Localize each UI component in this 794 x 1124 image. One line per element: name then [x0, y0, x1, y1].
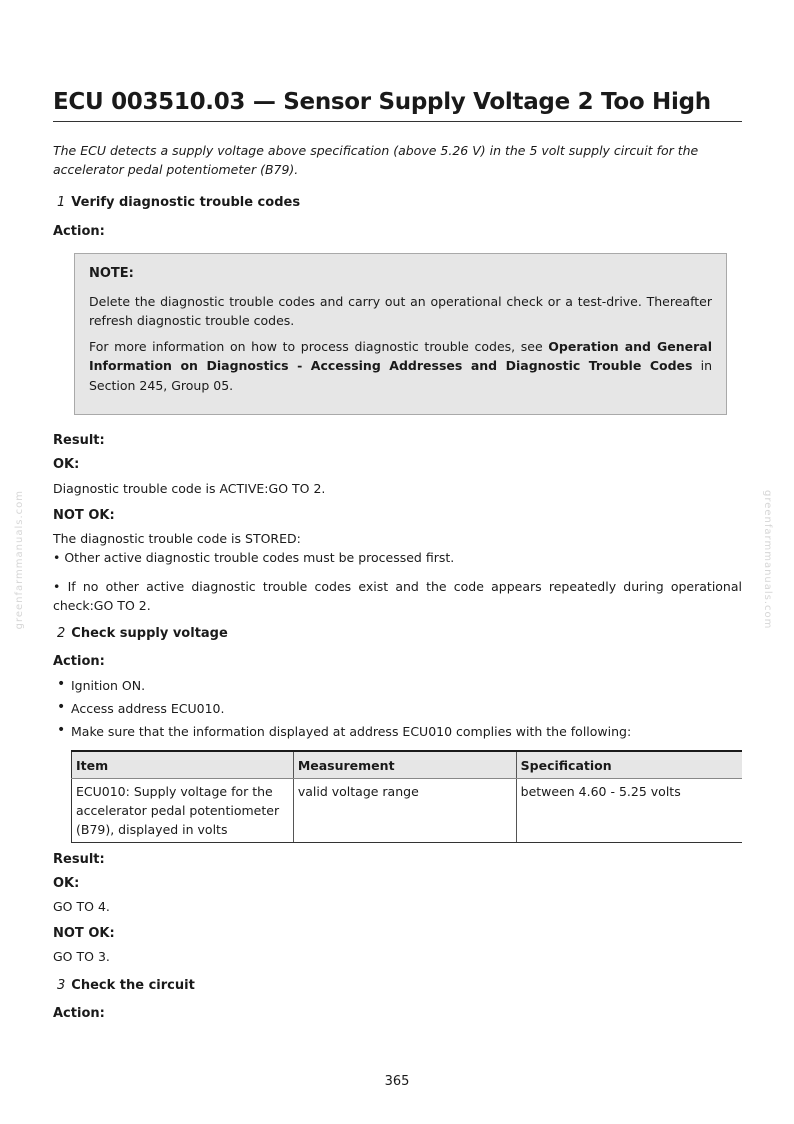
cell-measurement: valid voltage range [293, 779, 516, 843]
note-box [74, 253, 727, 415]
column-header-item: Item [72, 751, 294, 779]
cell-specification: between 4.60 - 5.25 volts [516, 779, 742, 843]
step-1-action-label: Action: [53, 224, 105, 239]
specification-table [71, 750, 742, 843]
note-p2-prefix: For more information on how to process diagnostic trouble codes, see [89, 338, 549, 354]
intro-text: The ECU detects a supply voltage above specification (above 5.26 V) in the 5 volt supply circuit for the accelerator pedal potentiometer (B79). [53, 143, 699, 177]
step-2-title: Check supply voltage [71, 626, 228, 641]
list-item: • Access address ECU010. [57, 699, 225, 716]
step-1-heading [53, 195, 300, 210]
table-header-row [72, 751, 743, 779]
page-title: ECU 003510.03 — Sensor Supply Voltage 2 Too High [53, 86, 742, 122]
step-1-result-label: Result: [53, 433, 105, 448]
step-1-not-ok-label: NOT OK: [53, 508, 115, 523]
bullet-icon: • [57, 699, 66, 715]
list-item: • Ignition ON. [57, 676, 146, 693]
step-1-not-ok-line-1: The diagnostic trouble code is STORED: [53, 531, 301, 546]
step-2-not-ok-label: NOT OK: [53, 926, 115, 941]
step-2-result-label: Result: [53, 852, 105, 867]
step-3-title: Check the circuit [71, 978, 195, 993]
step-3-heading [53, 978, 195, 993]
cell-item: ECU010: Supply voltage for the accelerator pedal potentiometer (B79), displayed in volts [72, 779, 294, 843]
note-reference-link[interactable]: Operation and General Information on Diagnostics - Accessing Addresses and Diagnostic Trouble Codes [89, 338, 713, 373]
step-1-ok-text: Diagnostic trouble code is ACTIVE:GO TO 2. [53, 481, 326, 496]
list-item: • Make sure that the information displayed at address ECU010 complies with the following: [57, 722, 632, 739]
step-1-not-ok-line-2: • Other active diagnostic trouble codes must be processed first. [53, 550, 455, 565]
column-header-measurement: Measurement [293, 751, 516, 779]
step-2-heading [53, 626, 228, 641]
page-number: 365 [384, 1074, 410, 1089]
step-2-action-label: Action: [53, 654, 105, 669]
step-1-title: Verify diagnostic trouble codes [71, 195, 301, 210]
note-title: NOTE: [89, 266, 134, 281]
step-3-action-label: Action: [53, 1006, 105, 1021]
step-1-ok-label: OK: [53, 457, 80, 472]
watermark-right: greenfarmmanuals.com [762, 490, 773, 630]
step-1-number: 1 [57, 195, 66, 210]
step-3-number: 3 [57, 978, 66, 993]
column-header-specification: Specification [516, 751, 742, 779]
table-row [72, 779, 743, 843]
step-2-not-ok-text: GO TO 3. [53, 949, 110, 964]
note-p2-suffix: in Section 245, Group 05. [89, 358, 712, 393]
step-2-bullet-list [53, 676, 631, 745]
step-2-number: 2 [57, 626, 66, 641]
watermark-left: greenfarmmanuals.com [14, 490, 25, 630]
step-2-ok-text: GO TO 4. [53, 899, 110, 914]
note-paragraph-1: Delete the diagnostic trouble codes and carry out an operational check or a test-drive. Thereafter refresh diagnostic trouble codes. [89, 293, 712, 328]
bullet-icon: • [57, 722, 66, 738]
bullet-icon: • [57, 676, 66, 692]
note-paragraph-2 [89, 337, 712, 396]
step-1-not-ok-line-3: • If no other active diagnostic trouble codes exist and the code appears repeatedly during operational check:GO TO 2. [53, 579, 742, 613]
step-2-ok-label: OK: [53, 876, 80, 891]
